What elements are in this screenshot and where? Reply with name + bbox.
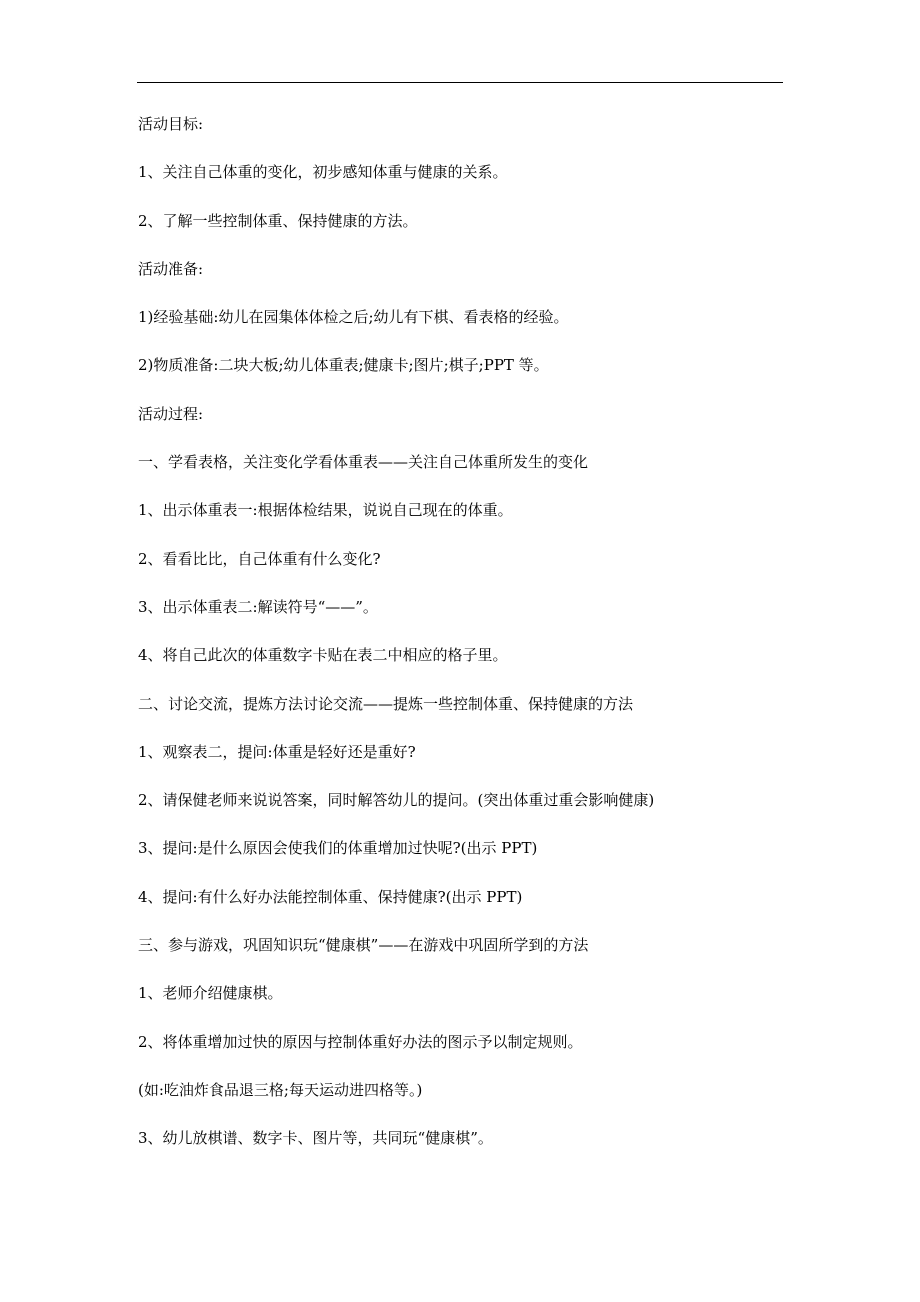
process-step-2-heading: 二、讨论交流，提炼方法讨论交流——提炼一些控制体重、保持健康的方法 xyxy=(138,694,634,713)
process-step-3-item-1: 1、老师介绍健康棋。 xyxy=(138,984,283,1003)
process-step-3-item-2: 2、将体重增加过快的原因与控制体重好办法的图示予以制定规则。 xyxy=(138,1032,583,1051)
process-step-2-item-1: 1、观察表二，提问:体重是轻好还是重好? xyxy=(138,742,416,761)
process-step-2-item-3: 3、提问:是什么原因会使我们的体重增加过快呢?(出示 PPT) xyxy=(138,839,538,858)
process-step-1-item-4: 4、将自己此次的体重数字卡贴在表二中相应的格子里。 xyxy=(138,646,508,665)
process-step-3-heading: 三、参与游戏，巩固知识玩“健康棋”——在游戏中巩固所学到的方法 xyxy=(138,936,589,955)
header-rule xyxy=(137,82,783,83)
paragraph-goal-1: 1、关注自己体重的变化，初步感知体重与健康的关系。 xyxy=(138,163,508,182)
section-heading-process: 活动过程: xyxy=(138,404,204,423)
paragraph-preparation-2: 2)物质准备:二块大板;幼儿体重表;健康卡;图片;棋子;PPT 等。 xyxy=(138,356,549,375)
process-step-3-item-3: 3、幼儿放棋谱、数字卡、图片等，共同玩“健康棋”。 xyxy=(138,1129,493,1148)
process-step-1-heading: 一、学看表格，关注变化学看体重表——关注自己体重所发生的变化 xyxy=(138,453,589,472)
process-step-1-item-2: 2、看看比比，自己体重有什么变化? xyxy=(138,549,381,568)
section-heading-preparation: 活动准备: xyxy=(138,259,204,278)
process-step-2-item-2: 2、请保健老师来说说答案，同时解答幼儿的提问。(突出体重过重会影响健康) xyxy=(138,791,655,810)
process-step-1-item-1: 1、出示体重表一:根据体检结果，说说自己现在的体重。 xyxy=(138,501,513,520)
process-step-1-item-3: 3、出示体重表二:解读符号“——”。 xyxy=(138,597,378,616)
section-heading-goals: 活动目标: xyxy=(138,115,204,133)
paragraph-preparation-1: 1)经验基础:幼儿在园集体体检之后;幼儿有下棋、看表格的经验。 xyxy=(138,308,569,327)
process-step-2-item-4: 4、提问:有什么好办法能控制体重、保持健康?(出示 PPT) xyxy=(138,887,523,906)
process-step-3-note: (如:吃油炸食品退三格;每天运动进四格等。) xyxy=(138,1080,423,1099)
document-body xyxy=(138,112,788,1175)
paragraph-goal-2: 2、了解一些控制体重、保持健康的方法。 xyxy=(138,211,418,230)
